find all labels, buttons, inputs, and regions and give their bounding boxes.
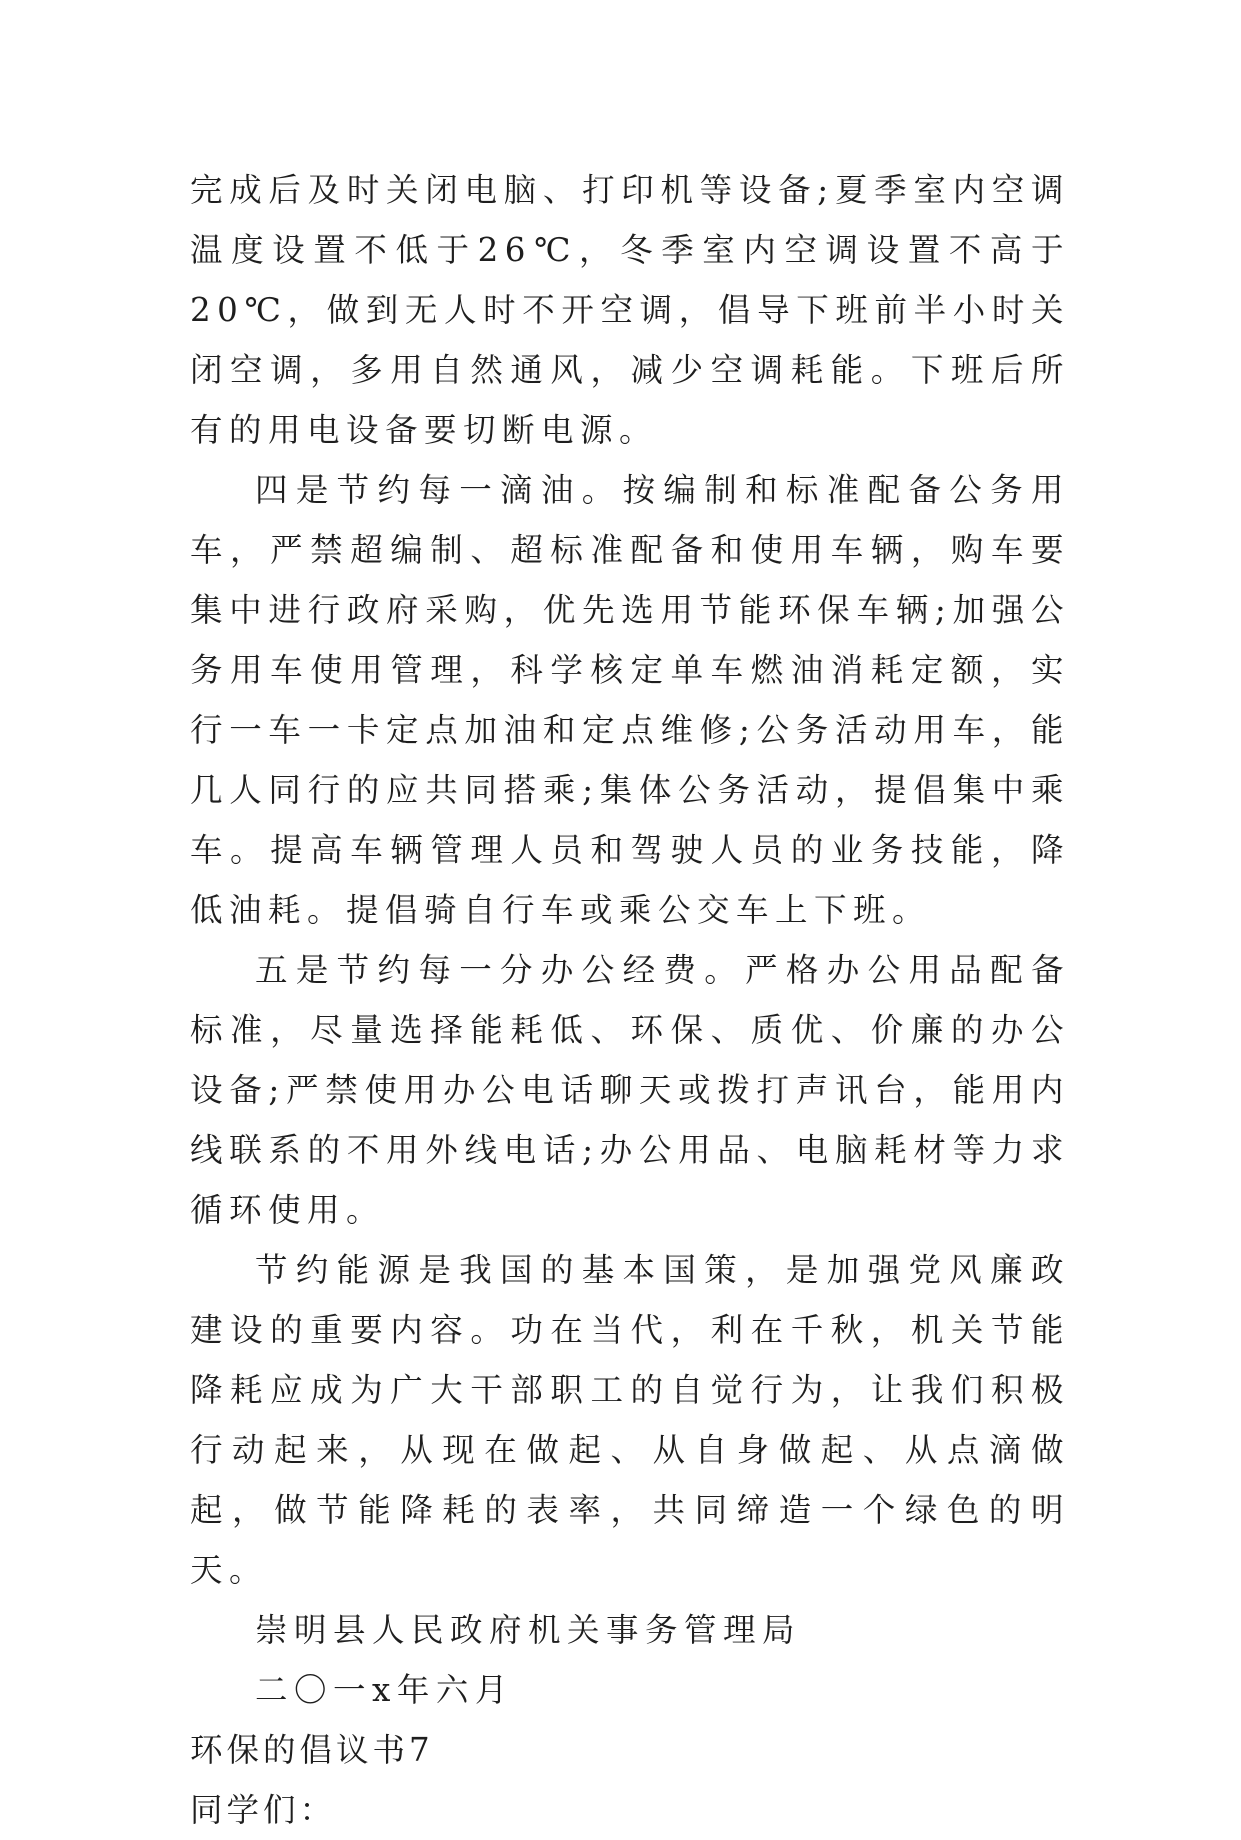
- document-body: [190, 160, 1070, 1840]
- paragraph-save-oil: 四是节约每一滴油。按编制和标准配备公务用车，严禁超编制、超标准配备和使用车辆，购车要集中进行政府采购，优先选用节能环保车辆;加强公务用车使用管理，科学核定单车燃油消耗定额，实行一车一卡定点加油和定点维修;公务活动用车，能几人同行的应共同搭乘;集体公务活动，提倡集中乘车。提高车辆管理人员和驾驶人员的业务技能，降低油耗。提倡骑自行车或乘公交车上下班。: [190, 471, 1070, 929]
- signature-organization: 崇明县人民政府机关事务管理局: [255, 1611, 802, 1649]
- paragraph-continued: 完成后及时关闭电脑、打印机等设备;夏季室内空调温度设置不低于26℃，冬季室内空调设置不高于20℃，做到无人时不开空调，倡导下班前半小时关闭空调，多用自然通风，减少空调耗能。下班后所有的用电设备要切断电源。: [190, 171, 1070, 449]
- paragraph-save-office-funds: 五是节约每一分办公经费。严格办公用品配备标准，尽量选择能耗低、环保、质优、价廉的办公设备;严禁使用办公电话聊天或拨打声讯台，能用内线联系的不用外线电话;办公用品、电脑耗材等力求循环使用。: [190, 951, 1070, 1229]
- paragraph-conclusion: 节约能源是我国的基本国策，是加强党风廉政建设的重要内容。功在当代，利在千秋，机关节能降耗应成为广大干部职工的自觉行为，让我们积极行动起来，从现在做起、从自身做起、从点滴做起，做节能降耗的表率，共同缔造一个绿色的明天。: [190, 1251, 1070, 1589]
- salutation: 同学们：: [190, 1791, 337, 1829]
- next-document-title: 环保的倡议书7: [190, 1731, 434, 1769]
- signature-date: 二〇一x年六月: [255, 1671, 514, 1709]
